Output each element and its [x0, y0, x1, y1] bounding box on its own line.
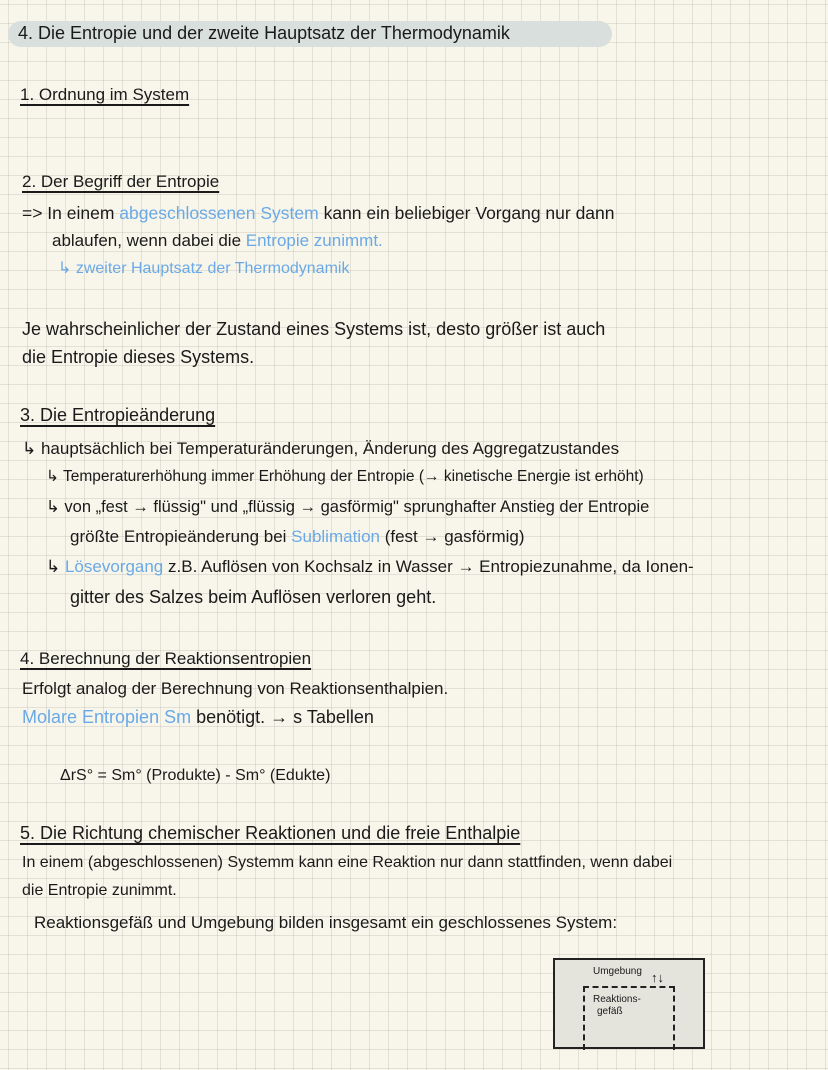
s2-line-2	[52, 230, 383, 252]
s4-formula: ΔrS° = Sm° (Produkte) - Sm° (Edukte)	[60, 767, 331, 784]
highlight-term: Molare Entropien Sm	[22, 707, 192, 727]
section-1-heading: 1. Ordnung im System	[20, 85, 190, 104]
text: ablaufen, wenn dabei die	[52, 231, 246, 250]
s3-line-2: ↳ Temperaturerhöhung immer Erhöhung der Entropie (→ kinetische Energie ist erhöht)	[46, 468, 644, 485]
section-2-heading: 2. Der Begriff der Entropie	[22, 172, 220, 191]
s3-line-6: gitter des Salzes beim Auflösen verloren geht.	[70, 587, 437, 607]
system-diagram	[553, 958, 705, 1049]
s3-line-5	[46, 556, 694, 578]
highlight-term: Sublimation	[291, 527, 380, 546]
s5-line-2: die Entropie zunimmt.	[22, 882, 177, 899]
s5-line-3: Reaktionsgefäß und Umgebung bilden insgesamt ein geschlossenes System:	[34, 913, 618, 932]
exchange-arrows-icon: ↑↓	[651, 970, 664, 985]
section-5-heading: 5. Die Richtung chemischer Reaktionen und die freie Enthalpie	[20, 823, 521, 843]
text: benötigt. → s Tabellen	[191, 707, 374, 727]
highlight-term: Entropie zunimmt.	[245, 231, 383, 250]
s5-line-1: In einem (abgeschlossenen) Systemm kann eine Reaktion nur dann stattfinden, wenn dabei	[22, 854, 673, 871]
diagram-label-surroundings: Umgebung	[593, 966, 642, 977]
s2-line-1	[22, 202, 615, 224]
s2-paragraph-2: die Entropie dieses Systems.	[22, 347, 255, 367]
diagram-label-vessel-2: gefäß	[597, 1006, 623, 1017]
s3-line-1: ↳ hauptsächlich bei Temperaturänderungen, Änderung des Aggregatzustandes	[22, 439, 620, 458]
s3-line-3: ↳ von „fest → flüssig" und „flüssig → gasförmig" sprunghafter Anstieg der Entropie	[46, 498, 650, 516]
text: => In einem	[22, 203, 120, 223]
text: größte Entropieänderung bei	[70, 527, 292, 546]
diagram-label-vessel-1: Reaktions-	[593, 994, 641, 1005]
text: z.B. Auflösen von Kochsalz in Wasser → Entropiezunahme, da Ionen-	[163, 557, 694, 576]
section-3-heading: 3. Die Entropieänderung	[20, 405, 216, 425]
s2-paragraph-1: Je wahrscheinlicher der Zustand eines Systems ist, desto größer ist auch	[22, 319, 606, 339]
text: (fest → gasförmig)	[379, 527, 525, 546]
highlight-term: abgeschlossenen System	[119, 203, 319, 223]
s2-line-3: ↳ zweiter Hauptsatz der Thermodynamik	[58, 260, 350, 277]
s4-line-1: Erfolgt analog der Berechnung von Reaktionsenthalpien.	[22, 679, 449, 698]
page-title: 4. Die Entropie und der zweite Hauptsatz der Thermodynamik	[18, 23, 510, 43]
s4-line-2	[22, 706, 374, 728]
text: kann ein beliebiger Vorgang nur dann	[318, 203, 615, 223]
highlight-term: Lösevorgang	[64, 557, 164, 576]
text: ↳	[46, 557, 65, 576]
s3-line-4	[70, 526, 525, 548]
section-4-heading: 4. Berechnung der Reaktionsentropien	[20, 649, 312, 668]
reaction-vessel-boundary	[583, 986, 675, 1050]
